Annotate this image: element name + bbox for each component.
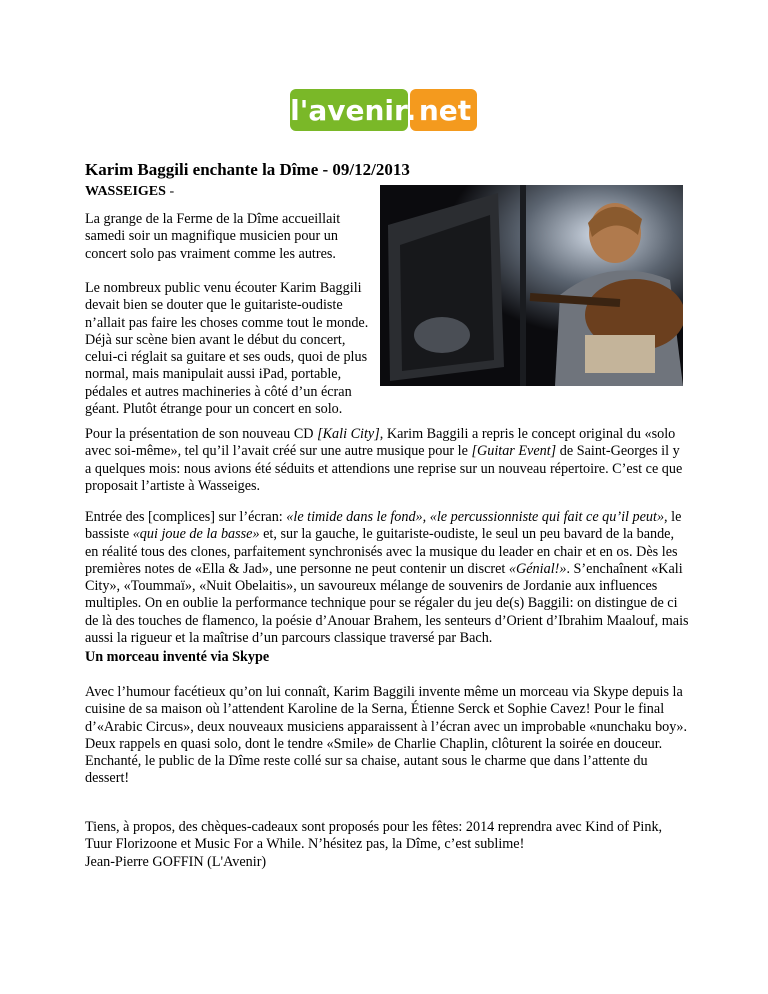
p4-quote-3: «Génial!»	[508, 560, 567, 577]
paragraph-2: Le nombreux public venu écouter Karim Baggili devait bien se douter que le guitariste-oudiste n’allait pas faire les choses comme tout le monde. Déjà sur scène bien avant le début du concert, celui-ci réglait sa guitare et ses ouds, quoi de plus normal, mais manipulait aussi iPad, portable, pédales et autres machineries à côté d’un écran géant. Plutôt étrange pour un concert en solo.	[85, 280, 369, 418]
p4-text-g: . S’enchaînent «Kali City», «Toummaï», «Nuit Obelaitis», un savoureux mélange de souvenirs de Jordanie aux influences multiples. On en oublie la performance technique pour se régaler du jeu de(s) Baggili: on distingue de ci de là des touches de flamenco, la poésie d’Anouar Brahem, les senteurs d’Orient d’Ibrahim Maalouf, mais aussi la rigueur et la maîtrise d’un parcours classique traversé par Bach.	[85, 560, 689, 647]
article-location	[85, 184, 174, 200]
paragraph-6: Tiens, à propos, des chèques-cadeaux sont proposés pour les fêtes: 2014 reprendra avec Kind of Pink, Tuur Florizoone et Music For a While. N’hésitez pas, la Dîme, c’est sublime!	[85, 819, 663, 853]
logo-main-text: l'avenir	[290, 94, 408, 127]
p3-text-c: , Karim Baggili a repris le concept original du «solo avec soi-même», tel qu’il l’avait créé sur une autre musique pour le	[85, 426, 676, 460]
logo-tld-text: net	[418, 94, 472, 127]
article-byline: Jean-Pierre GOFFIN (L'Avenir)	[85, 854, 267, 870]
location-name: WASSEIGES	[85, 184, 166, 199]
p3-text-a: Pour la présentation de son nouveau CD	[85, 426, 318, 442]
p4-quote-1: «le timide dans le fond», «le percussionniste qui fait ce qu’il peut»	[286, 509, 665, 525]
section-subheading: Un morceau inventé via Skype	[85, 649, 270, 665]
p4-text-c: , le bassiste	[85, 509, 682, 543]
paragraph-4	[85, 509, 689, 647]
p4-text-a: Entrée des [complices] sur l’écran:	[85, 509, 287, 525]
p4-text-e: et, sur la gauche, le guitariste-oudiste, le seul un peu bavard de la bande, en réalité tous des clones, parfaitement synchronisés avec la musique du leader en chair et en os. Dès les premières notes de «Ella & Jad», une personne ne peut contenir un discret	[85, 526, 678, 577]
article-title: Karim Baggili enchante la Dîme - 09/12/2013	[85, 160, 410, 179]
p3-event-title: [Guitar Event]	[471, 443, 557, 460]
p3-cd-title: [Kali City]	[317, 426, 380, 442]
paragraph-3	[85, 426, 689, 495]
paragraph-1: La grange de la Ferme de la Dîme accueillait samedi soir un magnifique musicien pour un concert solo pas vraiment comme les autres.	[85, 211, 341, 262]
p4-quote-2: «qui joue de la basse»	[132, 526, 260, 543]
p3-text-e: de Saint-Georges il y a quelques mois: nous avions été séduits et attendions une reprise sur un nouveau répertoire. C’est ce que proposait l’artiste à Wasseiges.	[85, 443, 683, 494]
paragraph-5: Avec l’humour facétieux qu’on lui connaît, Karim Baggili invente même un morceau via Skype depuis la cuisine de sa maison où l’attendent Karoline de la Serna, Étienne Serck et Sophie Cavez! Pour le final d’«Arabic Circus», deux nouveaux musiciens apparaissent à l’écran avec un improbable «nunchaku boy». Deux rappels en quasi solo, dont le tendre «Smile» de Charlie Chaplin, clôturent la soirée en douceur. Enchanté, le public de la Dîme reste collé sur sa chaise, autant sous le charme que dans l’attente du dessert!	[85, 684, 687, 787]
lavenir-logo[interactable]	[290, 89, 477, 131]
concert-photo	[380, 185, 683, 386]
location-separator: -	[165, 184, 175, 199]
logo-dot: .	[405, 94, 417, 127]
